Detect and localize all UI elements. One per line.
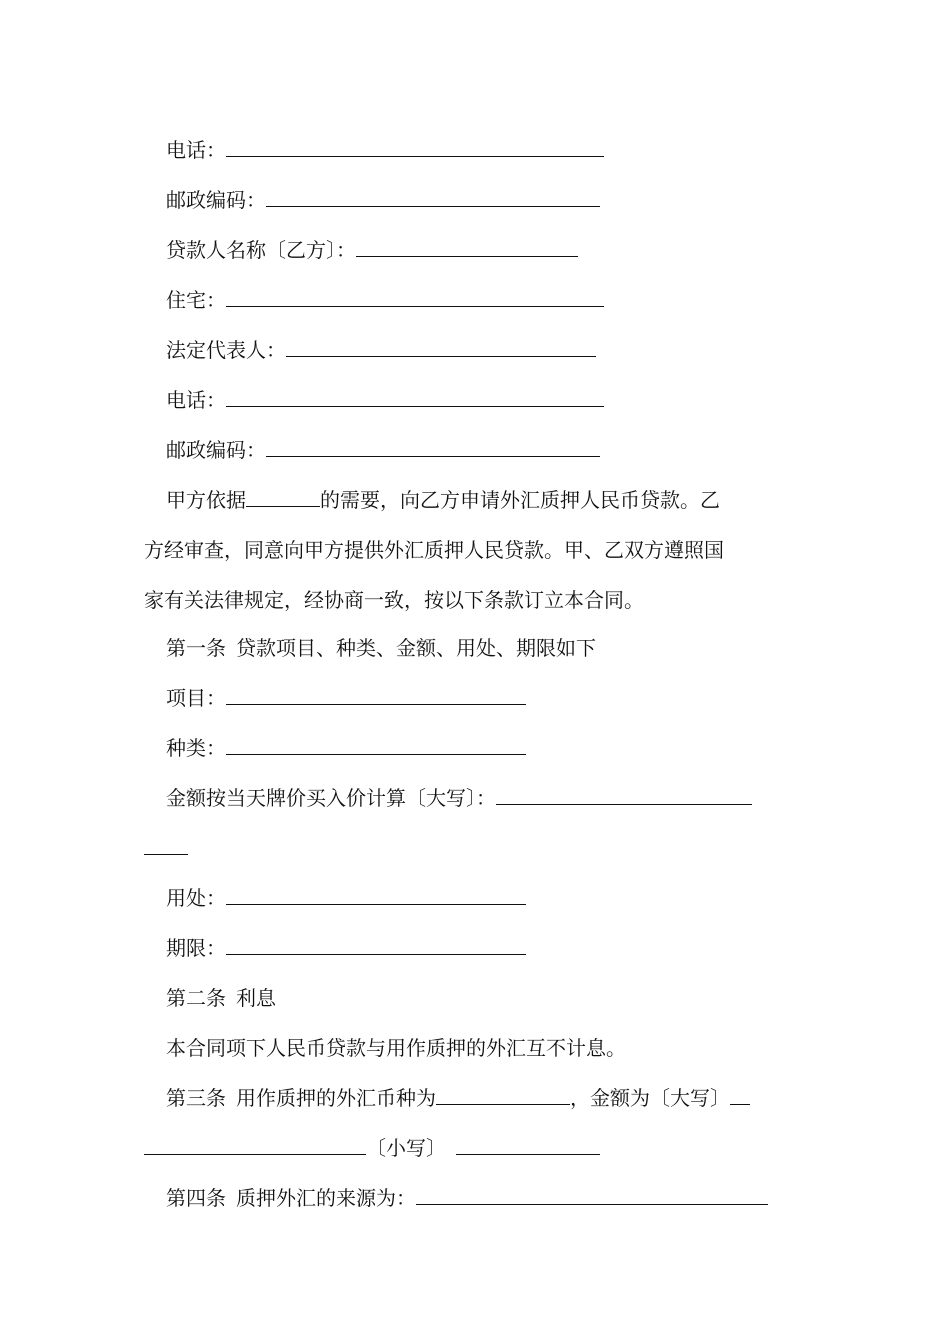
- party-b-legal-rep-row: [144, 336, 830, 364]
- preamble-end: 的需要，向乙方申请外汇质押人民币贷款。乙: [320, 488, 720, 512]
- party-a-postcode-blank[interactable]: [266, 188, 600, 207]
- article-3-heading: 第三条: [166, 1086, 226, 1110]
- article-3-small-label: 〔小写〕: [366, 1136, 446, 1160]
- article-1-item-label: 项目：: [166, 686, 226, 710]
- party-b-name-blank[interactable]: [356, 238, 578, 257]
- article-1-term-row: [144, 934, 830, 962]
- party-b-phone-label: 电话：: [166, 388, 226, 412]
- article-4-row: [144, 1184, 830, 1212]
- article-4-text: 质押外汇的来源为：: [236, 1186, 416, 1210]
- party-a-phone-label: 电话：: [166, 138, 226, 162]
- article-3-amount-lower-blank[interactable]: [456, 1136, 600, 1155]
- article-1-amount-label: 金额按当天牌价买入价计算〔大写〕：: [166, 786, 496, 810]
- article-1-term-label: 期限：: [166, 936, 226, 960]
- party-a-phone-blank[interactable]: [226, 138, 604, 157]
- party-b-legal-rep-label: 法定代表人：: [166, 338, 286, 362]
- party-b-postcode-label: 邮政编码：: [166, 438, 266, 462]
- article-1-heading-row: [144, 634, 830, 662]
- party-b-name-label: 贷款人名称〔乙方〕：: [166, 238, 356, 262]
- party-a-postcode-label: 邮政编码：: [166, 188, 266, 212]
- article-1-heading: 第一条: [166, 636, 226, 660]
- preamble-line-3: 家有关法律规定，经协商一致，按以下条款订立本合同。: [144, 588, 644, 612]
- article-2-heading-row: [144, 984, 830, 1012]
- article-3-text-mid: ，金额为〔大写〕: [570, 1086, 730, 1110]
- preamble-start: 甲方依据: [166, 488, 246, 512]
- article-1-item-blank[interactable]: [226, 686, 526, 705]
- article-2-title: 利息: [236, 986, 276, 1010]
- article-1-amount-blank-continued[interactable]: [144, 836, 188, 855]
- article-1-amount-blank[interactable]: [496, 786, 752, 805]
- party-a-postcode-row: [144, 186, 830, 214]
- article-1-use-label: 用处：: [166, 886, 226, 910]
- article-1-use-row: [144, 884, 830, 912]
- article-3-amount-upper-blank-continued[interactable]: [144, 1136, 366, 1155]
- article-1-title: 贷款项目、种类、金额、用处、期限如下: [236, 636, 596, 660]
- article-3-text-start: 用作质押的外汇币种为: [236, 1086, 436, 1110]
- article-1-type-row: [144, 734, 830, 762]
- party-b-name-row: [144, 236, 830, 264]
- article-3-row-1: [144, 1084, 830, 1112]
- party-b-phone-blank[interactable]: [226, 388, 604, 407]
- party-b-phone-row: [144, 386, 830, 414]
- party-b-address-label: 住宅：: [166, 288, 226, 312]
- article-1-use-blank[interactable]: [226, 886, 526, 905]
- article-1-type-label: 种类：: [166, 736, 226, 760]
- party-b-postcode-blank[interactable]: [266, 438, 600, 457]
- article-3-amount-upper-blank[interactable]: [730, 1086, 750, 1105]
- article-1-type-blank[interactable]: [226, 736, 526, 755]
- article-1-item-row: [144, 684, 830, 712]
- article-1-amount-continuation: [144, 834, 808, 862]
- article-3-currency-blank[interactable]: [436, 1086, 570, 1105]
- article-1-amount-row: [144, 784, 830, 812]
- article-4-source-blank[interactable]: [416, 1186, 768, 1205]
- article-1-term-blank[interactable]: [226, 936, 526, 955]
- article-2-text: 本合同项下人民币贷款与用作质押的外汇互不计息。: [166, 1036, 626, 1060]
- preamble-line-2: 方经审查，同意向甲方提供外汇质押人民贷款。甲、乙双方遵照国: [144, 538, 724, 562]
- preamble-basis-blank[interactable]: [246, 488, 320, 507]
- party-b-address-row: [144, 286, 830, 314]
- preamble-line-1: [144, 486, 830, 514]
- article-3-row-2: [144, 1134, 808, 1162]
- article-2-heading: 第二条: [166, 986, 226, 1010]
- article-4-heading: 第四条: [166, 1186, 226, 1210]
- party-a-phone-row: [144, 136, 830, 164]
- party-b-legal-rep-blank[interactable]: [286, 338, 596, 357]
- party-b-postcode-row: [144, 436, 830, 464]
- party-b-address-blank[interactable]: [226, 288, 604, 307]
